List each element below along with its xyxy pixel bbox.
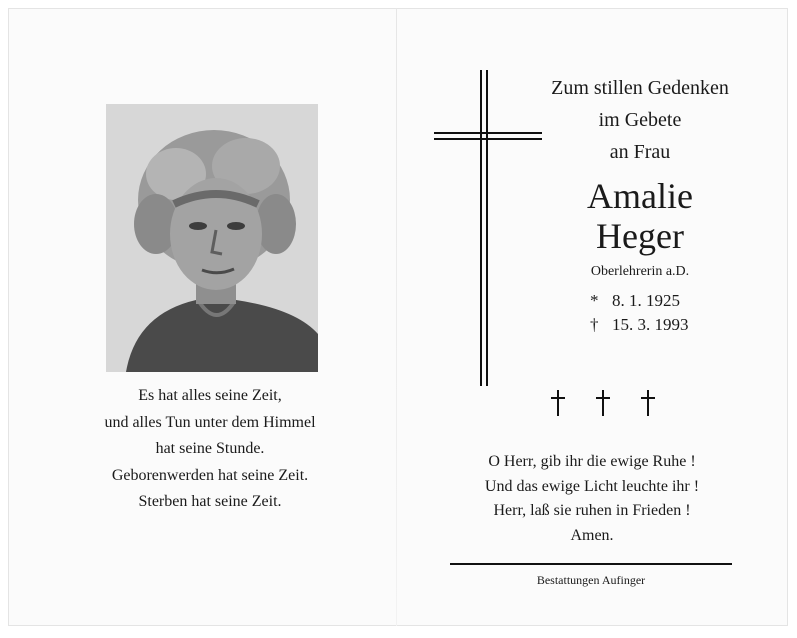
last-name: Heger <box>596 216 684 256</box>
death-date-row <box>590 313 689 337</box>
prayer-line: O Herr, gib ihr die ewige Ruhe ! <box>488 453 696 470</box>
verse-line: Geborenwerden hat seine Zeit. <box>111 466 309 484</box>
heading-line: im Gebete <box>598 109 682 131</box>
birth-symbol: * <box>590 291 599 310</box>
verse-text <box>80 383 340 516</box>
prayer-text <box>450 450 734 548</box>
three-crosses <box>548 388 658 422</box>
first-name: Amalie <box>587 176 693 216</box>
heading-line: Zum stillen Gedenken <box>551 77 729 99</box>
small-cross-icon <box>548 388 568 418</box>
deceased-name <box>540 176 740 256</box>
footer-divider <box>450 563 732 565</box>
verse-line: und alles Tun unter dem Himmel <box>104 413 316 431</box>
memorial-heading <box>540 72 740 168</box>
prayer-line: Herr, laß sie ruhen in Frieden ! <box>493 502 691 519</box>
portrait-photo <box>106 104 318 372</box>
birth-date: 8. 1. 1925 <box>612 291 680 310</box>
small-cross-icon <box>593 388 613 418</box>
death-date: 15. 3. 1993 <box>612 315 689 334</box>
verse-line: Es hat alles seine Zeit, <box>138 387 282 404</box>
verse-line: hat seine Stunde. <box>155 440 265 457</box>
small-cross-icon <box>638 388 658 418</box>
heading-line: an Frau <box>609 141 671 163</box>
death-symbol: † <box>590 315 599 334</box>
life-dates <box>590 289 689 337</box>
prayer-line: Und das ewige Licht leuchte ihr ! <box>484 477 700 495</box>
verse-line: Sterben hat seine Zeit. <box>138 493 282 510</box>
card-fold <box>396 8 397 626</box>
prayer-line: Amen. <box>570 526 614 544</box>
funeral-home: Bestattungen Aufinger <box>536 573 646 587</box>
occupation-title: Oberlehrerin a.D. <box>590 264 690 279</box>
cross-icon <box>434 70 544 388</box>
birth-date-row <box>590 289 689 313</box>
